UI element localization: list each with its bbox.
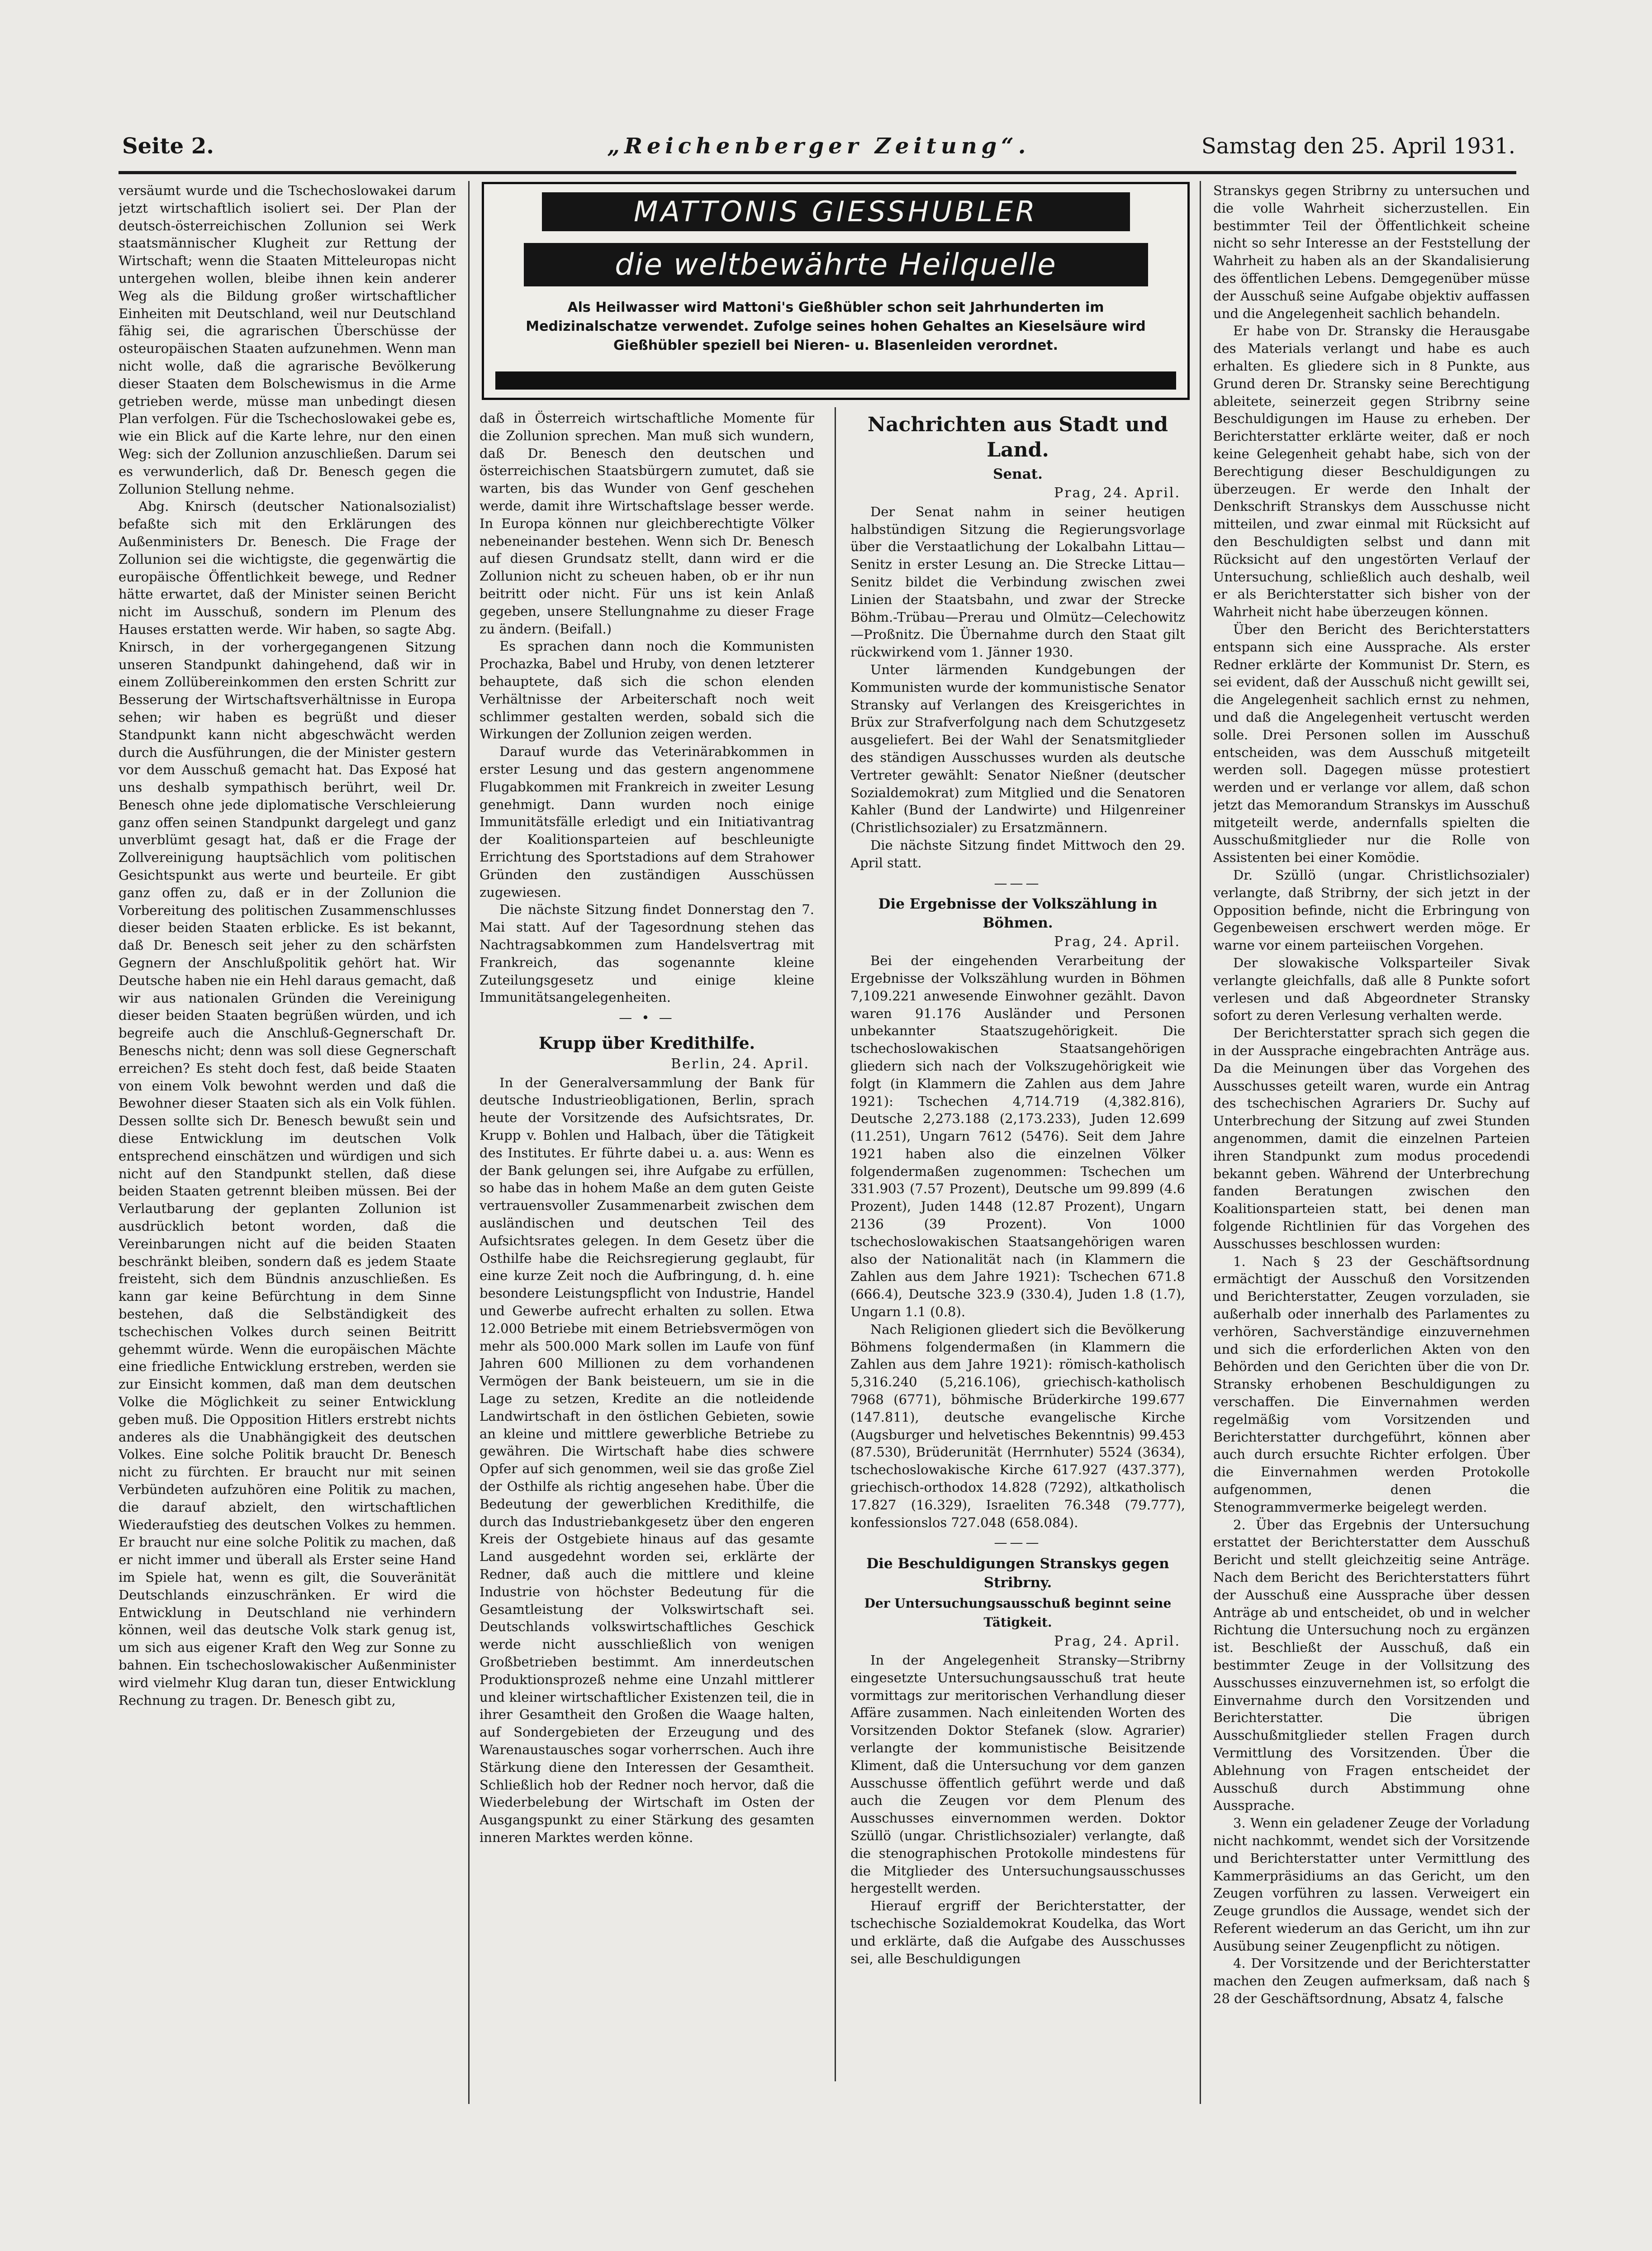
article-paragraph: versäumt wurde und die Tschechoslowakei darum jetzt wirtschaftlich isoliert sei. Der Plan der deutsch-österreichischen Zollunion sei Werk staatsmännischer Klugheit zur Rettung der Wirtschaft; wenn die Staaten Mitteleuropas nicht untergehen wollen, bleibe ihnen kein anderer Weg als die Bildung großer wirtschaftlicher Einheiten mit Deutschland, weil nur Deutschland fähig sei, die agrarischen Überschüsse der osteuropäischen Staaten aufzunehmen. Wenn man nicht wolle, daß die agrarische Bevölkerung dieser Staaten dem Bolschewismus in die Arme getrieben werde, müsse man unbedingt diesen Plan verfolgen. Für die Tschechoslowakei gebe es, wie ein Blick auf die Karte lehre, nur den einen Weg: sich der Zollunion anzuschließen. Darum sei es verwunderlich, daß Dr. Benesch gegen die Zollunion Stellung nehme. — [119, 183, 456, 497]
column-3 — [850, 409, 1185, 2079]
section-separator: ——— — [994, 1535, 1042, 1551]
article-paragraph: 4. Der Vorsitzende und der Berichterstatter machen den Zeugen aufmerksam, daß nach § 28 der Geschäftsordnung, Absatz 4, falsche — [1213, 1956, 1530, 2007]
section-separator: ——— — [994, 875, 1042, 891]
article-paragraph: 3. Wenn ein geladener Zeuge der Vorladung nicht nachkommt, wendet sich der Vorsitzende und Berichterstatter unter Vermittlung des Kammerpräsidiums an das Gericht, um den Zeugen vorführen zu lassen. Verweigert ein Zeuge grundlos die Aussage, wendet sich der Referent wiederum an das Gericht, um ihn zur Ausübung seiner Zeugenpflicht zu nötigen. — [1213, 1815, 1530, 1954]
article-paragraph: Es sprachen dann noch die Kommunisten Prochazka, Babel und Hruby, von denen letzterer behauptete, daß sich die schon elenden Verhältnisse der Arbeiterschaft noch weit schlimmer gestalten werden, sobald sich die Wirkungen der Zollunion zeigen werden. — [479, 638, 814, 742]
article-paragraph: Stranskys gegen Stribrny zu untersuchen und die volle Wahrheit sicherzustellen. Ein bestimmter Teil der Öffentlichkeit scheine nicht so sehr Interesse an der Feststellung der Wahrheit zu haben als an der Skandalisierung des öffentlichen Lebens. Demgegenüber müsse der Ausschuß seine Aufgabe objektiv auffassen und die Angelegenheit sachlich behandeln. — [1213, 183, 1530, 321]
article-paragraph: Darauf wurde das Veterinärabkommen in erster Lesung und das gestern angenommene Flugabkommen mit Frankreich in zweiter Lesung genehmigt. Dann wurden noch einige Immunitätsfälle erledigt und ein Initiativantrag der Koalitionsparteien auf beschleunigte Errichtung des Sportstadions auf dem Strahower Gründen den zuständigen Ausschüssen zugewiesen. — [479, 744, 814, 900]
header-rule — [119, 171, 1516, 174]
article-paragraph: Er habe von Dr. Stransky die Herausgabe des Materials verlangt und habe es auch erhalten. Es gliedere sich in 8 Punkte, aus Grund deren Dr. Stransky seine Berechtigung ableitete, seinerzeit gegen Stribrny seine Beschuldigungen im Hause zu erheben. Der Berichterstatter erklärte weiter, daß er noch keine Gelegenheit gehabt habe, sich von der Berechtigung dieser Beschuldigungen zu überzeugen. Er werde den Inhalt der Denkschrift Stranskys dem Ausschusse nicht mitteilen, und zwar einmal mit Rücksicht auf den Beschuldigten selbst und dann mit Rücksicht auf den ungestörten Verlauf der Untersuchung, schließlich auch deshalb, weil er als Berichterstatter sich bisher von der Wahrheit nicht habe überzeugen können. — [1213, 323, 1530, 620]
section-separator: — • — — [619, 1010, 675, 1026]
volkszaehlung-dateline: Prag, 24. April. — [1054, 934, 1181, 950]
senat-headline: Senat. — [993, 466, 1043, 482]
beschuldigungen-headline: Die Beschuldigungen Stranskys gegen Stribrny. — [866, 1556, 1169, 1591]
newspaper-title: „Reichenberger Zeitung“. — [607, 133, 1030, 159]
article-paragraph: Unter lärmenden Kundgebungen der Kommunisten wurde der kommunistische Senator Stransky auf Verlangen des Kreisgerichtes in Brüx zur Strafverfolgung nach dem Schutzgesetz ausgeliefert. Bei der Wahl der Senatsmitglieder des ständigen Ausschusses wurden als deutsche Vertreter gewählt: Senator Nießner (deutscher Sozialdemokrat) zum Mitglied und die Senatoren Kahler (Bund der Landwirte) und Hilgenreiner (Christlichsozialer) zu Ersatzmännern. — [850, 661, 1185, 836]
column-4 — [1213, 182, 1530, 2103]
article-paragraph: Nach Religionen gliedert sich die Bevölkerung Böhmens folgendermaßen (in Klammern die Zahlen aus dem Jahre 1921): römisch-katholisch 5,316.240 (5,216.106), griechisch-katholisch 7968 (6771), böhmische Brüderkirche 199.677 (147.811), deutsche evangelische Kirche (Augsburger und helvetisches Bekenntnis) 99.453 (87.530), Brüderunität (Herrnhuter) 5524 (3634), tschechoslowakische Kirche 617.927 (437.377), griechisch-orthodox 14.828 (7292), altkatholisch 17.827 (16.329), Israeliten 76.348 (79.777), konfessionslos 727.048 (658.084). — [850, 1321, 1185, 1530]
ad-body-text: Als Heilwasser wird Mattoni's Gießhübler schon seit Jahrhunderten im Medizinalschatze verwendet. Zufolge seines hohen Gehaltes an Kieselsäure wird Gießhübler speziell bei Nieren- u. Blasenleiden verordnet. — [526, 300, 1146, 353]
article-paragraph: Die nächste Sitzung findet Mittwoch den 29. April statt. — [850, 837, 1185, 871]
column-divider — [835, 407, 836, 2081]
article-paragraph: Dr. Szüllö (ungar. Christlichsozialer) verlangte, daß Stribrny, der sich jetzt in der Opposition befinde, nicht die Erbringung von Gegenbeweisen erschwert werden möge. Er warne vor einem parteiischen Vorgehen. — [1213, 867, 1530, 953]
article-paragraph: daß in Österreich wirtschaftliche Momente für die Zollunion sprechen. Man muß sich wundern, daß Dr. Benesch den deutschen und österreichischen Staatsbürgern zumutet, daß sie warten, bis das Wunder von Genf geschehen werde, damit ihre Wirtschaftslage besser werde. In Europa können nur gleichberechtigte Völker nebeneinander bestehen. Wenn sich Dr. Benesch auf diesen Grundsatz stellt, dann wird er die Zollunion nicht zu scheuen haben, ob er ihr nun beitritt oder nicht. Für uns ist kein Anlaß gegeben, unsere Stellungnahme zu dieser Frage zu ändern. (Beifall.) — [479, 410, 814, 637]
article-paragraph: Der slowakische Volksparteiler Sivak verlangte gleichfalls, daß alle 8 Punkte sofort verlesen und daß Abgeordneter Stransky sofort zu deren Verlesung verhalten werde. — [1213, 955, 1530, 1023]
column-divider — [468, 181, 470, 2104]
article-paragraph: In der Generalversammlung der Bank für deutsche Industrieobligationen, Berlin, sprach heute der Vorsitzende des Aufsichtsrates, Dr. Krupp v. Bohlen und Halbach, über die Tätigkeit des Institutes. Er führte dabei u. a. aus: Wenn es der Bank gelungen sei, ihre Aufgabe zu erfüllen, so habe das in hohem Maße an dem guten Geiste vertrauensvoller Zusammenarbeit zwischen dem ausländischen und deutschen Teil des Aufsichtsrates gelegen. In dem Gesetz über die Osthilfe habe die Reichsregierung geglaubt, für eine kurze Zeit noch die Aufbringung, d. h. eine besondere Leistungspflicht von Industrie, Handel und Gewerbe aufrecht erhalten zu sollen. Etwa 12.000 Betriebe mit einem Betriebsvermögen von mehr als 500.000 Mark sollen im Laufe von fünf Jahren 600 Millionen zu dem vorhandenen Vermögen der Bank beisteuern, um sie in die Lage zu setzen, Kredite an die notleidende Landwirtschaft in den östlichen Gebieten, sowie an kleine und mittlere gewerbliche Betriebe zu gewähren. Die Wirtschaft habe dies schwere Opfer auf sich genommen, weil sie das große Ziel der Osthilfe als richtig angesehen habe. Über die Bedeutung der gewerblichen Kredithilfe, die durch das Industriebankgesetz über den engeren Kreis der Ostgebiete hinaus auf das gesamte Land ausgedehnt worden sei, erklärte der Redner, daß auch die mittlere und kleine Industrie von höchster Bedeutung für die Gesamtleistung der Volkswirtschaft sei. Deutschlands volkswirtschaftliches Geschick werde nicht ausschließlich von wenigen Großbetrieben bestimmt. Am innerdeutschen Produktionsprozeß nehme eine Unzahl mittlerer und kleiner wirtschaftlicher Existenzen teil, die in ihrer Gesamtheit den Großen die Waage halten, auf Sondergebieten der Erzeugung und des Warenaustausches sogar vorherrschen. Auch ihre Stärkung diene den Interessen der Gesamtheit. Schließlich hob der Redner noch hervor, daß die Wiederbelebung der Wirtschaft im Osten der Ausgangspunkt zu einer Stärkung des gesamten inneren Marktes werden könne. — [479, 1075, 814, 1845]
beschuldigungen-dateline: Prag, 24. April. — [1054, 1633, 1181, 1650]
page-number: Seite 2. — [122, 133, 214, 159]
article-paragraph: Abg. Knirsch (deutscher Nationalsozialist) befaßte sich mit den Erklärungen des Außenministers Dr. Benesch. Die Frage der Zollunion sei die wichtigste, die gegenwärtig die europäische Öffentlichkeit bewege, und Redner hätte erwartet, daß der Minister seinen Bericht nicht im Ausschuß, sondern im Plenum des Hauses erstatten werde. Wir haben, so sagte Abg. Knirsch, in der vorhergegangenen Sitzung unseren Standpunkt dahingehend, daß wir in einem Zollübereinkommen den ersten Schritt zur Besserung der Wirtschaftsverhältnisse in Europa sehen; wir haben es begrüßt und dieser Standpunkt kann nicht abgeschwächt werden durch die Ausführungen, die der Minister gestern vor dem Ausschuß gemacht hat. Das Exposé hat uns deshalb sympathisch berührt, weil Dr. Benesch ohne jede diplomatische Verschleierung ganz offen seinen Standpunkt dargelegt und ganz unverblümt gesagt hat, daß er die Frage der Zollvereinigung hauptsächlich vom politischen Gesichtspunkt aus werte und beurteile. Er gibt ganz offen zu, daß er in der Zollunion die Vorbereitung des politischen Zusammenschlusses dieser beiden Staaten erblicke. Es ist bekannt, daß Dr. Benesch seit jeher zu den schärfsten Gegnern der Anschlußpolitik gehört hat. Wir Deutsche haben nie ein Hehl daraus gemacht, daß wir aus nationalen Gründen die Vereinigung dieser beiden Staaten begrüßen würden, und ich begreife auch die Anschluß-Gegnerschaft Dr. Beneschs nicht; denn was soll diese Gegnerschaft erreichen? Es steht doch fest, daß beide Staaten von einem Volk bewohnt werden und daß die Bewohner dieser Staaten sich als ein Volk fühlen. Dessen sollte sich Dr. Benesch bewußt sein und diese Entwicklung im deutschen Volk entsprechend einschätzen und würdigen und sich nicht auf den Standpunkt stellen, daß diese beiden Staaten getrennt bleiben müssen. Bei der Verlautbarung der geplanten Zollunion ist ausdrücklich betont worden, daß die Vereinbarungen nicht auf die beiden Staaten beschränkt bleiben, sondern daß es jedem Staate freisteht, sich dem Bündnis anzuschließen. Es kann gar keine Befürchtung in dem Sinne bestehen, daß die Selbständigkeit des tschechischen Volkes durch seinen Beitritt gehemmt würde. Wenn die europäischen Mächte eine friedliche Entwicklung erstreben, werden sie zur Einsicht kommen, daß man dem deutschen Volke die Möglichkeit zu seiner Entwicklung geben muß. Die Opposition Hitlers erstrebt nichts anderes als die Unabhängigkeit des deutschen Volkes. Eine solche Politik braucht Dr. Benesch nicht zu fürchten. Er braucht nur mit seinen Verbündeten aufzuhören eine Politik zu machen, die darauf abzielt, den wirtschaftlichen Wiederaufstieg des deutschen Volkes zu hemmen. Er braucht nur eine solche Politik zu machen, daß er nicht immer und überall als Erster seine Hand im Spiele hat, wenn es gilt, die Souveränität Deutschlands einzuschränken. Er wird die Entwicklung in Deutschland nie verhindern können, weil das deutsche Volk stark genug ist, um sich aus eigener Kraft den Weg zur Sonne zu bahnen. Ein tschechoslowakischer Außenminister wird vielmehr Klug daran tun, dieser Entwicklung Rechnung zu tragen. Dr. Benesch gibt zu, — [119, 499, 456, 1708]
column-divider — [1200, 181, 1201, 2104]
article-paragraph: Der Senat nahm in seiner heutigen halbstündigen Sitzung die Regierungsvorlage über die Verstaatlichung der Lokalbahn Littau—Senitz in erster Lesung an. Die Strecke Littau—Senitz bildet die Verbindung zwischen zwei Linien der Staatsbahn, und zwar der Strecke Böhm.-Trübau—Prerau und Olmütz—Celechowitz—Proßnitz. Die Übernahme durch den Staat gilt rückwirkend vom 1. Jänner 1930. — [850, 504, 1185, 660]
article-paragraph: 1. Nach § 23 der Geschäftsordnung ermächtigt der Ausschuß den Vorsitzenden und Berichterstatter, Zeugen vorzuladen, sie außerhalb oder innerhalb des Parlamentes zu verhören, Sachverständige einzuvernehmen und sich die erforderlichen Akten von den Behörden und den Gerichten über die von Dr. Stransky erhobenen Beschuldigungen zu verschaffen. Die Einvernahmen werden regelmäßig vom Vorsitzenden und Berichterstatter durchgeführt, können aber auch durch ersuchte Richter erfolgen. Über die Einvernahmen werden Protokolle aufgenommen, denen die Stenogrammvermerke beigelegt werden. — [1213, 1253, 1530, 1515]
krupp-dateline: Berlin, 24. April. — [671, 1056, 810, 1072]
krupp-headline: Krupp über Kredithilfe. — [538, 1033, 755, 1053]
senat-dateline: Prag, 24. April. — [1054, 485, 1181, 501]
issue-date: Samstag den 25. April 1931. — [1201, 133, 1515, 159]
mattoni-advertisement — [482, 182, 1190, 400]
article-paragraph: 2. Über das Ergebnis der Untersuchung erstattet der Berichterstatter dem Ausschuß Bericht und stellt gleichzeitig seine Anträge. Nach dem Bericht des Berichterstatters führt der Ausschuß eine Aussprache über dessen Anträge ab und entscheidet, ob und in welcher Richtung die Untersuchung noch zu ergänzen ist. Beschließt der Ausschuß, daß ein bestimmter Zeuge in der Vollsitzung des Ausschusses einzuvernehmen ist, so erfolgt die Einvernahme durch den Vorsitzenden und Berichterstatter. Die übrigen Ausschußmitglieder stellen Fragen durch Vermittlung des Vorsitzenden. Über die Ablehnung von Fragen entscheidet der Ausschuß durch Abstimmung ohne Aussprache. — [1213, 1517, 1530, 1813]
article-paragraph: Die nächste Sitzung findet Donnerstag den 7. Mai statt. Auf der Tagesordnung stehen das Nachtragsabkommen zum Handelsvertrag mit Frankreich, das sogenannte kleine Zuteilungsgesetz und einige kleine Immunitätsangelegenheiten. — [479, 902, 814, 1005]
article-paragraph: Der Berichterstatter sprach sich gegen die in der Aussprache eingebrachten Anträge aus. Da die Meinungen über das Vorgehen des Ausschusses geteilt waren, wurde ein Antrag des tschechischen Agrariers Dr. Suchy auf Unterbrechung der Sitzung auf zwei Stunden angenommen, damit die einzelnen Parteien ihren Standpunkt zum modus procedendi bekannt geben. Während der Unterbrechung fanden Beratungen zwischen den Koalitionsparteien statt, bei denen man folgende Richtlinien für das Vorgehen des Ausschusses beschlossen wurden: — [1213, 1025, 1530, 1252]
beschuldigungen-subheadline: Der Untersuchungsausschuß beginnt seine Tätigkeit. — [864, 1596, 1172, 1630]
column-1 — [119, 182, 456, 2103]
article-paragraph: Hierauf ergriff der Berichterstatter, der tschechische Sozialdemokrat Koudelka, das Wort und erklärte, daß die Aufgabe des Ausschusses sei, alle Beschuldigungen — [850, 1898, 1185, 1966]
article-paragraph: Über den Bericht des Berichterstatters entspann sich eine Aussprache. Als erster Redner erklärte der Kommunist Dr. Stern, es sei evident, daß der Ausschuß nicht gewillt sei, die Angelegenheit sachlich ernst zu nehmen, und daß die Angelegenheit vertuscht werden solle. Drei Personen sollen im Ausschuß entscheiden, was dem Ausschuß mitgeteilt werden soll. Dagegen müsse protestiert werden und er verlange vor allem, daß schon jetzt das Memorandum Stranskys im Ausschuß mitgeteilt werde, andernfalls spielten die Ausschußmitglieder nur die Rolle von Assistenten bei einer Komödie. — [1213, 621, 1530, 866]
section-heading: Nachrichten aus Stadt und Land. — [867, 413, 1168, 462]
ad-brand: MATTONIS GIESSHUBLER — [542, 192, 1130, 231]
column-2 — [479, 409, 814, 1921]
article-paragraph: In der Angelegenheit Stransky—Stribrny eingesetzte Untersuchungsausschuß trat heute vormittags zur meritorischen Verhandlung dieser Affäre zusammen. Nach einleitenden Worten des Vorsitzenden Doktor Stefanek (slow. Agrarier) verlangte der kommunistische Beisitzende Kliment, daß die Untersuchung vor dem ganzen Ausschusse öffentlich geführt werde und daß auch die Zeugen vor dem Plenum des Ausschusses einvernommen werden. Doktor Szüllö (ungar. Christlichsozialer) verlangte, daß die stenographischen Protokolle mindestens für die Mitglieder des Untersuchungsausschusses hergestellt werden. — [850, 1652, 1185, 1896]
article-paragraph: Bei der eingehenden Verarbeitung der Ergebnisse der Volkszählung wurden in Böhmen 7,109.221 anwesende Einwohner gezählt. Davon waren 91.176 Ausländer und Personen unbekannter Staatszugehörigkeit. Die tschechoslowakischen Staatsangehörigen gliedern sich nach der Volkszugehörigkeit wie folgt (in Klammern die Zahlen aus dem Jahre 1921): Tschechen 4,714.719 (4,382.816), Deutsche 2,273.188 (2,173.233), Juden 12.699 (11.251), Ungarn 7612 (5476). Seit dem Jahre 1921 haben also die einzelnen Völker folgendermaßen zugenommen: Tschechen um 331.903 (7.57 Prozent), Deutsche um 99.899 (4.6 Prozent), Juden 1448 (12.87 Prozent), Ungarn 2136 (39 Prozent). Von 1000 tschechoslowakischen Staatsangehörigen waren also der Nationalität nach (in Klammern die Zahlen aus dem Jahre 1921): Tschechen 671.8 (666.4), Deutsche 323.9 (330.4), Juden 1.8 (1.7), Ungarn 1.1 (0.8). — [850, 953, 1185, 1320]
page-header — [122, 129, 1515, 172]
ad-bottom-bar — [495, 371, 1176, 390]
ad-slogan: die weltbewährte Heilquelle — [524, 243, 1148, 286]
volkszaehlung-headline: Die Ergebnisse der Volkszählung in Böhmen. — [878, 896, 1158, 932]
